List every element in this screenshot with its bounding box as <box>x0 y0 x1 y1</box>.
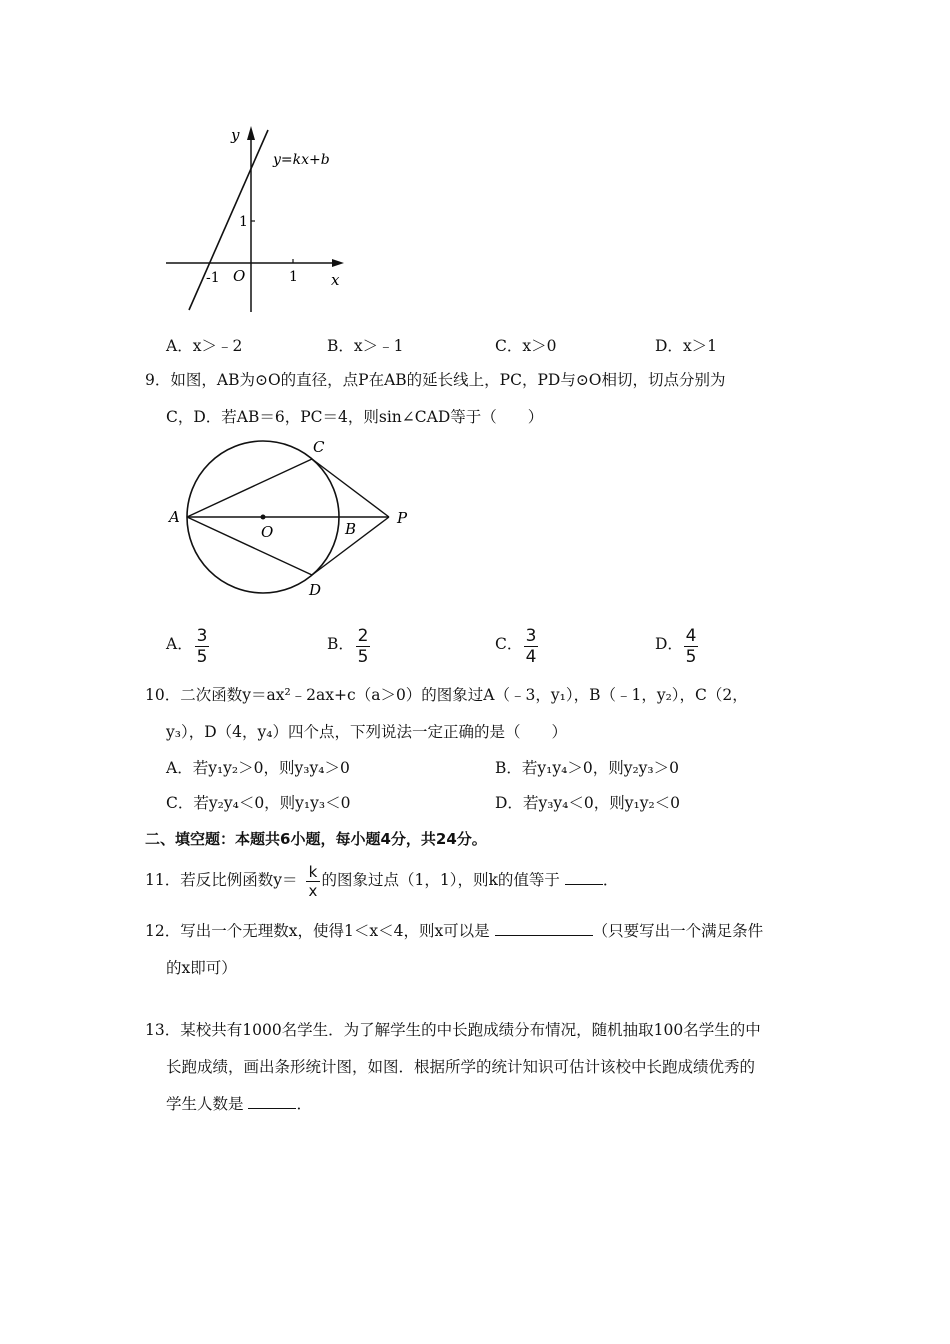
q12-stem-line2: 的x即可） <box>166 959 237 977</box>
q12-answer-blank[interactable] <box>495 921 593 936</box>
y-axis-arrow <box>247 126 255 140</box>
svg-text:D: D <box>309 581 322 599</box>
svg-text:A: A <box>169 508 180 526</box>
q8-option-d: D．x＞1 <box>655 337 718 355</box>
x-axis-label: x <box>331 271 340 289</box>
q9-option-b-letter: B． <box>327 635 354 653</box>
tick-1-x-label: 1 <box>289 269 298 285</box>
origin-label: O <box>233 267 246 285</box>
q9-option-a-letter: A． <box>166 635 193 653</box>
q9-option-d-letter: D． <box>655 635 683 653</box>
q9-option-a-fraction: 3 5 <box>196 626 208 667</box>
q13-stem-line2: 长跑成绩，画出条形统计图，如图．根据所学的统计知识可估计该校中长跑成绩优秀的 <box>166 1058 756 1076</box>
tick-neg1-label: -1 <box>206 270 220 286</box>
q11-answer-blank[interactable] <box>565 870 603 885</box>
q10-option-a: A．若y₁y₂＞0，则y₃y₄＞0 <box>166 759 350 777</box>
q9-option-b-fraction: 2 5 <box>357 626 369 667</box>
svg-text:P: P <box>397 509 408 527</box>
q11-stem: 11．若反比例函数y＝ 的图象过点（1，1），则k的值等于 ． <box>145 871 619 889</box>
q8-graph-figure <box>160 120 350 320</box>
tick-1-y-label: 1 <box>239 214 248 230</box>
svg-text:C: C <box>313 438 325 456</box>
section-2-heading: 二、填空题：本题共6小题，每小题4分，共24分。 <box>145 830 487 848</box>
svg-text:B: B <box>345 520 357 538</box>
q9-option-c-letter: C． <box>495 635 523 653</box>
q10-stem-line1: 10．二次函数y＝ax²﹣2ax+c（a＞0）的图象过A（﹣3，y₁），B（﹣1，y₂），C（2， <box>145 686 748 704</box>
y-axis-label: y <box>231 126 240 144</box>
q10-option-b: B．若y₁y₄＞0，则y₂y₃＞0 <box>495 759 679 777</box>
q9-option-c-fraction: 3 4 <box>525 626 537 667</box>
q9-option-d-fraction: 4 5 <box>685 626 697 667</box>
q13-answer-blank[interactable] <box>248 1094 296 1109</box>
tangent-pc <box>312 459 389 517</box>
q9-circle-figure <box>160 430 420 600</box>
q12-stem-line1: 12．写出一个无理数x，使得1＜x＜4，则x可以是 （只要写出一个满足条件 <box>145 922 764 940</box>
x-axis-arrow <box>332 259 344 267</box>
q8-option-a: A．x＞﹣2 <box>166 337 243 355</box>
q8-option-b: B．x＞﹣1 <box>327 337 404 355</box>
q10-stem-line2: y₃），D（4，y₄）四个点，下列说法一定正确的是（ ） <box>166 723 567 741</box>
q8-option-c: C．x＞0 <box>495 337 557 355</box>
q13-stem-line1: 13．某校共有1000名学生．为了解学生的中长跑成绩分布情况，随机抽取100名学生的中 <box>145 1021 761 1039</box>
q11-fraction: k x <box>306 864 320 899</box>
q10-option-c: C．若y₂y₄＜0，则y₁y₃＜0 <box>166 794 351 812</box>
line-label: y=kx+b <box>273 152 330 168</box>
line-kx-plus-b <box>189 130 268 310</box>
q13-stem-line3: 学生人数是 ． <box>166 1095 312 1113</box>
q9-stem-line2: C，D．若AB＝6，PC＝4，则sin∠CAD等于（ ） <box>166 408 544 426</box>
center-point <box>261 515 266 520</box>
q9-stem-line1: 9．如图，AB为⊙O的直径，点P在AB的延长线上，PC，PD与⊙O相切，切点分别为 <box>145 371 726 389</box>
q10-option-d: D．若y₃y₄＜0，则y₁y₂＜0 <box>495 794 681 812</box>
svg-text:O: O <box>261 523 274 541</box>
